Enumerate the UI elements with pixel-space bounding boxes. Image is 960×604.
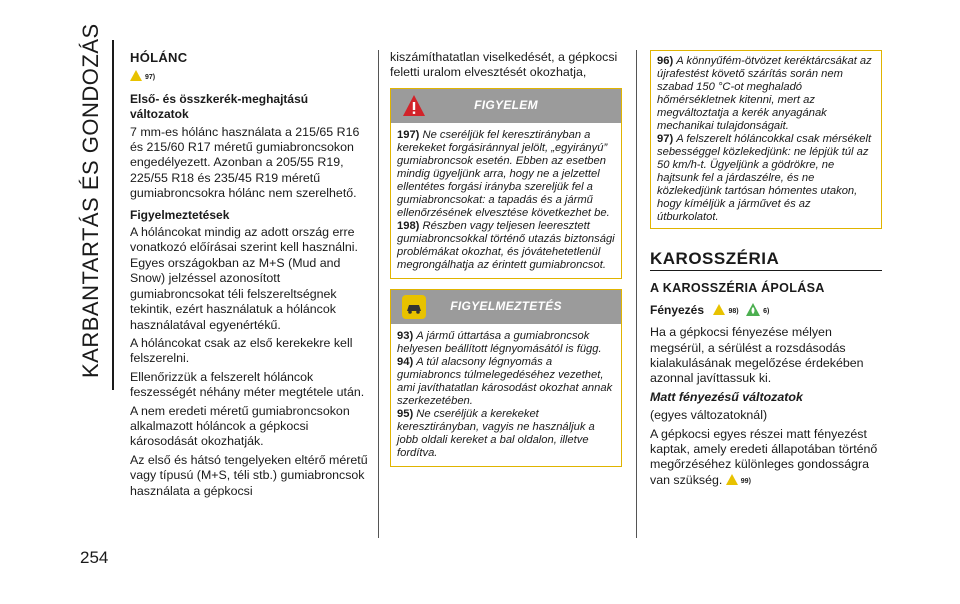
column-divider-1 <box>378 50 379 538</box>
subheading-warnings: Figyelmeztetések <box>130 207 230 222</box>
page-number: 254 <box>80 548 109 567</box>
matt-label: Matt fényezésű változatok <box>650 389 803 404</box>
warning-item-198: 198) Részben vagy teljesen leeresztett gumiabroncsokkal történő utazás biztonsági problémákat okozhat, és jóvátehetetlenül megrongálhatja az érintett gumiabroncsot. <box>397 219 615 271</box>
paragraph: 7 mm-es hólánc használata a 215/65 R16 és 215/60 R17 méretű gumiabroncsokon engedélyezett. Azonban a 205/55 R19, 225/55 R18 és 235/45 R19 méretű gumiabroncsokra hólánc nem szerelhető. <box>130 124 360 201</box>
subsection-title: A KAROSSZÉRIA ÁPOLÁSA <box>650 281 825 296</box>
caution-item-96: 96) A könnyűfém-ötvözet keréktárcsákat az újrafestést követő szárítás során nem szabad 150 °C-ot meghaladó hőmérsékletnek kitenni, mert az megváltoztatja a kerék anyagának mechanikai tulajdonságait. <box>657 55 872 132</box>
caution-banner <box>391 290 621 324</box>
eco-leaf-icon <box>746 303 760 320</box>
caution-item-93: 93) A jármű úttartása a gumiabroncsok helyesen beállított légnyomásától is függ. <box>397 329 602 355</box>
column-divider-2 <box>636 50 637 538</box>
caution-box <box>390 289 622 467</box>
side-rule <box>112 40 114 390</box>
paragraph: (egyes változatoknál) <box>650 408 768 423</box>
warning-triangle-icon <box>130 70 142 81</box>
paragraph: A hóláncokat mindig az adott ország erre vonatkozó előírásai szerint kell használni. Egyes országokban az M+S (Mud and Snow) jelzéssel azonosított gumiabroncsokat téli felszereltségnek tekintik, ezért használatuk a hóláncok használatával egyenértékű. <box>130 225 358 332</box>
paragraph: kiszámíthatatlan viselkedését, a gépkocsi feletti uralom elvesztését okozhatja, <box>390 50 618 80</box>
warning-triangle-icon <box>713 304 725 315</box>
warning-banner <box>391 89 621 123</box>
warning-box <box>390 88 622 279</box>
caution-title: FIGYELMEZTETÉS <box>450 298 562 313</box>
paragraph: Ha a gépkocsi fényezése mélyen megsérül, a sérülést a rozsdásodás kialakulásának megelőzése érdekében azonnal javíttassuk ki. <box>650 325 864 386</box>
ref-98: 98) <box>728 307 739 315</box>
paragraph-matt: A gépkocsi egyes részei matt fényezést kaptak, amely eredeti állapotában történő megőrzéséhez különleges gondosságra van szükség. 99) <box>650 426 878 487</box>
ref-6: 6) <box>763 307 770 315</box>
paragraph: A hóláncokat csak az első kerekekre kell felszerelni. <box>130 335 353 366</box>
warning-item-197: 197) Ne cseréljük fel keresztirányban a kerekeket forgásiránnyal jelölt, „egyirányú” gumiabroncsok esetén. Ebben az esetben mindig ügyeljünk arra, hogy ne a jelzettel ellentétes forgási irányba szereljük fel a gumiabroncsokat: a tapadás és a jármű ellenőrzésének elvesztése következhet be. <box>397 128 610 219</box>
section-title-karosszeria: KAROSSZÉRIA <box>650 251 882 271</box>
ref-99: 99) <box>740 477 751 485</box>
paragraph: Ellenőrizzük a felszerelt hóláncok feszességét néhány méter megtétele után. <box>130 369 365 400</box>
section-heading-holanc: HÓLÁNC <box>130 50 188 65</box>
fenyezes-label: Fényezés <box>650 302 705 317</box>
paragraph: A nem eredeti méretű gumiabroncsokon alkalmazott hóláncok a gépkocsi károsodását okozhatják. <box>130 403 350 449</box>
ref-97: 97) <box>145 74 156 82</box>
caution-box-continued <box>650 50 882 229</box>
warning-title: FIGYELEM <box>474 97 538 112</box>
caution-item-94: 94) A túl alacsony légnyomás a gumiabroncs túlmelegedéséhez vezethet, ami javíthatatlan károsodást okozhat annak szerkezetében. <box>397 355 613 407</box>
warning-triangle-icon <box>726 474 738 485</box>
subheading-drive: Első- és összkerék-meghajtású változatok <box>130 91 309 122</box>
caution-item-97: 97) A felszerelt hóláncokkal csak mérsékelt sebességgel közlekedjünk: ne lépjük túl az 50 km/h-t. Ügyeljünk a gödrökre, ne hajtsunk fel a járdaszélre, és ne közlekedjünk tartósan hómentes utakon, hogy kíméljük a járművet és az útburkolatot. <box>657 133 872 223</box>
paragraph: Az első és hátsó tengelyeken eltérő méretű vagy típusú (M+S, téli stb.) gumiabroncsok használata a gépkocsi <box>130 452 368 498</box>
caution-item-95: 95) Ne cseréljük a kerekeket keresztirányban, vagyis ne használjuk a jobb oldali kereket a bal oldalon, illetve fordítva. <box>397 407 595 459</box>
column-3 <box>650 50 882 492</box>
side-title: KARBANTARTÁS ÉS GONDOZÁS <box>78 23 103 378</box>
fenyezes-row <box>650 303 882 320</box>
column-2 <box>390 50 622 467</box>
column-1 <box>130 50 368 502</box>
heading-ref-row <box>130 69 368 85</box>
